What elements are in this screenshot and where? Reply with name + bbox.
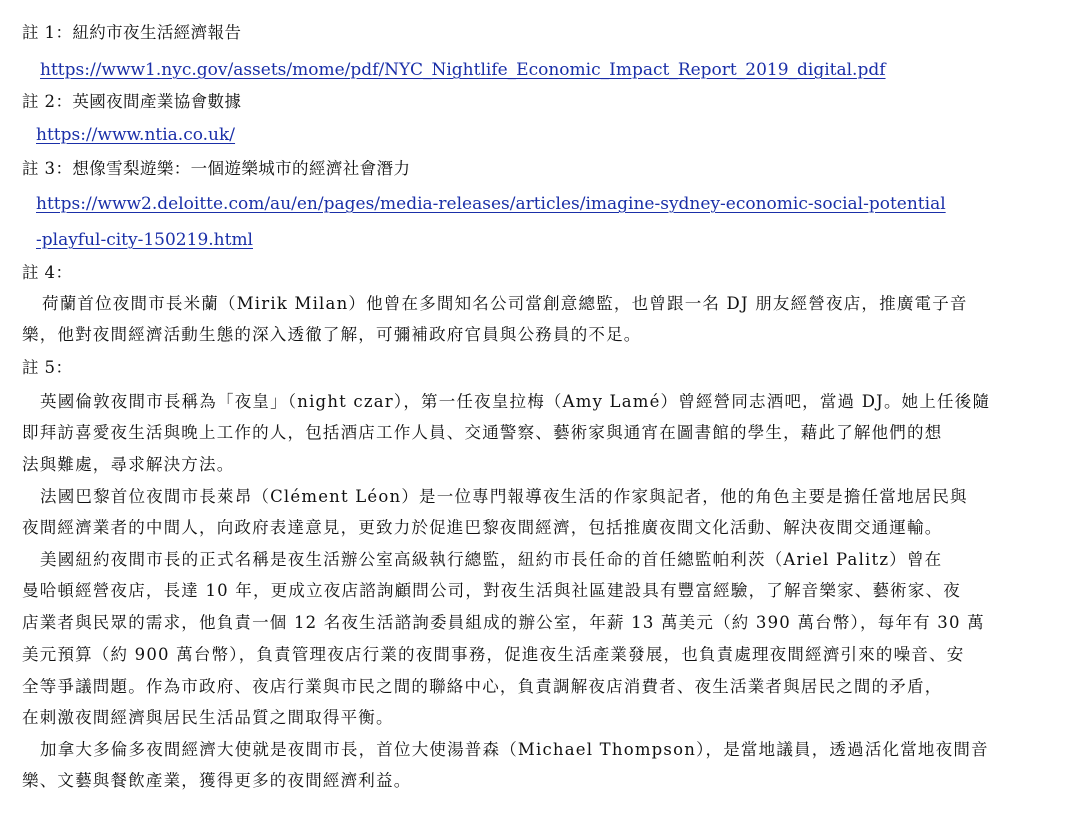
note-5-paragraph-line: 即拜訪喜愛夜生活與晚上工作的人，包括酒店工作人員、交通警察、藝術家與通宵在圖書館的學生，藉此了解他們的想 [22, 423, 943, 442]
note-5-paragraph-line: 曼哈頓經營夜店，長達 10 年，更成立夜店諮詢顧問公司，對夜生活與社區建設具有豐富經驗，了解音樂家、藝術家、夜 [22, 581, 961, 600]
note-1-label: 註 1：紐約市夜生活經濟報告 [22, 23, 242, 42]
note-5-paragraph-line: 美元預算（約 900 萬台幣），負責管理夜店行業的夜間事務，促進夜生活產業發展，也負責處理夜間經濟引來的噪音、安 [22, 645, 965, 664]
note-2-label: 註 2：英國夜間產業協會數據 [22, 92, 242, 111]
note-4-label: 註 4： [22, 263, 73, 282]
note-3-link-line-1[interactable]: https://www2.deloitte.com/au/en/pages/media-releases/articles/imagine-sydney-economic-social-potential [36, 194, 946, 214]
note-5-paragraph-line: 全等爭議問題。作為市政府、夜店行業與市民之間的聯絡中心，負責調解夜店消費者、夜生活業者與居民之間的矛盾， [22, 677, 943, 696]
note-5-paragraph-line: 夜間經濟業者的中間人，向政府表達意見，更致力於促進巴黎夜間經濟，包括推廣夜間文化活動、解決夜間交通運輸。 [22, 518, 943, 537]
note-3-label: 註 3：想像雪梨遊樂：一個遊樂城市的經濟社會潛力 [22, 159, 411, 178]
note-4-paragraph-line: 荷蘭首位夜間市長米蘭（Mirik Milan）他曾在多間知名公司當創意總監，也曾跟一名 DJ 朋友經營夜店，推廣電子音 [42, 294, 968, 313]
note-5-label: 註 5： [22, 358, 73, 377]
note-5-paragraph-line: 美國紐約夜間市長的正式名稱是夜生活辦公室高級執行總監，紐約市長任命的首任總監帕利茨（Ariel Palitz）曾在 [40, 550, 943, 569]
note-5-paragraph-line: 法與難處，尋求解決方法。 [22, 455, 235, 474]
note-1-link[interactable]: https://www1.nyc.gov/assets/mome/pdf/NYC_Nightlife_Economic_Impact_Report_2019_digital.pdf [40, 60, 886, 80]
note-5-paragraph-line: 樂、文藝與餐飲產業，獲得更多的夜間經濟利益。 [22, 771, 412, 790]
note-3-link-line-2[interactable]: -playful-city-150219.html [36, 230, 253, 250]
note-5-paragraph-line: 在刺激夜間經濟與居民生活品質之間取得平衡。 [22, 708, 394, 727]
note-4-paragraph-line: 樂，他對夜間經濟活動生態的深入透徹了解，可彌補政府官員與公務員的不足。 [22, 325, 642, 344]
note-5-paragraph-line: 加拿大多倫多夜間經濟大使就是夜間市長，首位大使湯普森（Michael Thompson），是當地議員，透過活化當地夜間音 [40, 740, 989, 759]
note-2-link[interactable]: https://www.ntia.co.uk/ [36, 125, 236, 145]
note-5-paragraph-line: 法國巴黎首位夜間市長萊昂（Clément Léon）是一位專門報導夜生活的作家與記者，他的角色主要是擔任當地居民與 [40, 487, 968, 506]
note-5-paragraph-line: 店業者與民眾的需求，他負責一個 12 名夜生活諮詢委員組成的辦公室，年薪 13 萬美元（約 390 萬台幣），每年有 30 萬 [22, 613, 985, 632]
note-5-paragraph-line: 英國倫敦夜間市長稱為「夜皇」（night czar），第一任夜皇拉梅（Amy Lamé）曾經營同志酒吧，當過 DJ。她上任後隨 [40, 392, 991, 411]
